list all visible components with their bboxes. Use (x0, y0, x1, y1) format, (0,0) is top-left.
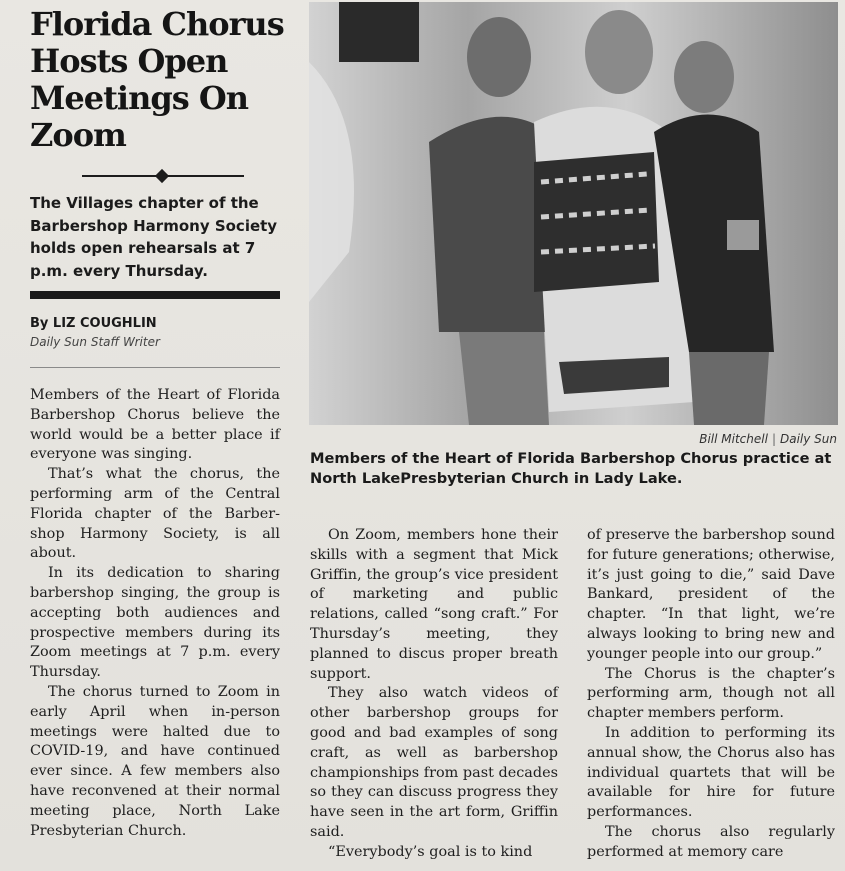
photo-credit-outlet: Daily Sun (779, 432, 837, 446)
photo-credit-separator: | (771, 432, 776, 446)
paragraph: “Everybody’s goal is to kind (328, 843, 533, 860)
paragraph: In its dedication to sharing barbershop singing, the group is accepting both audiences and prospective members during its Zoom meetings at 7 p.m. every Thursday. (30, 565, 280, 681)
section-rule (30, 291, 280, 299)
paragraph: Members of the Heart of Florida Barbershop Chorus believe the world would be a better place if everyone was singing. (30, 387, 280, 463)
paragraph: The Chorus is the chapter’s performing arm, though not all chapter members perform. (587, 665, 835, 722)
headline: Florida Chorus Hosts Open Meetings On Zoom (30, 5, 284, 154)
chorus-photo (309, 2, 838, 425)
paragraph: of preserve the barbershop sound for future generations; otherwise, it’s just going to die,” said Dave Bankard, president of the chapter. “In that light, we’re always looking to bring new and younger people into our group.” (587, 527, 835, 662)
deck-subheadline: The Villages chapter of the Barbershop Harmony Society holds open rehearsals at 7 p.m. every Thursday. (30, 194, 278, 280)
photo-credit (699, 432, 837, 446)
paragraph: They also watch videos of other barbershop groups for good and bad examples of song craft, as well as barbershop championships from past decades so they can discuss progress they have seen in the art form, Griffin said. (310, 685, 558, 840)
byline: By LIZ COUGHLIN (30, 316, 157, 331)
paragraph: On Zoom, members hone their skills with a segment that Mick Griffin, the group’s vice president of marketing and public relations, called “song craft.” For Thursday’s meeting, they planned to discus proper breath support. (310, 527, 558, 682)
paragraph: That’s what the chorus, the performing arm of the Central Florida chapter of the Barber-shop Harmony Society, is all about. (30, 466, 280, 562)
paragraph: The chorus turned to Zoom in early April when in-person meetings were halted due to COVID-19, and have continued ever since. A few members also have reconvened at their normal meeting place, North Lake Presbyterian Church. (30, 683, 280, 839)
headline-ornament (82, 173, 244, 179)
article-column-1 (30, 386, 280, 841)
paragraph: In addition to performing its annual show, the Chorus also has individual quartets that will be available for hire for future performances. (587, 724, 835, 821)
article-column-2 (310, 526, 558, 863)
photo-caption: Members of the Heart of Florida Barbershop Chorus practice at North LakePresbyterian Church in Lady Lake. (310, 450, 832, 487)
article-column-3 (587, 526, 835, 863)
byline-rule (30, 367, 280, 368)
byline-title: Daily Sun Staff Writer (30, 335, 160, 349)
paragraph: The chorus also regularly performed at memory care (587, 823, 835, 860)
photo-credit-name: Bill Mitchell (699, 432, 768, 446)
